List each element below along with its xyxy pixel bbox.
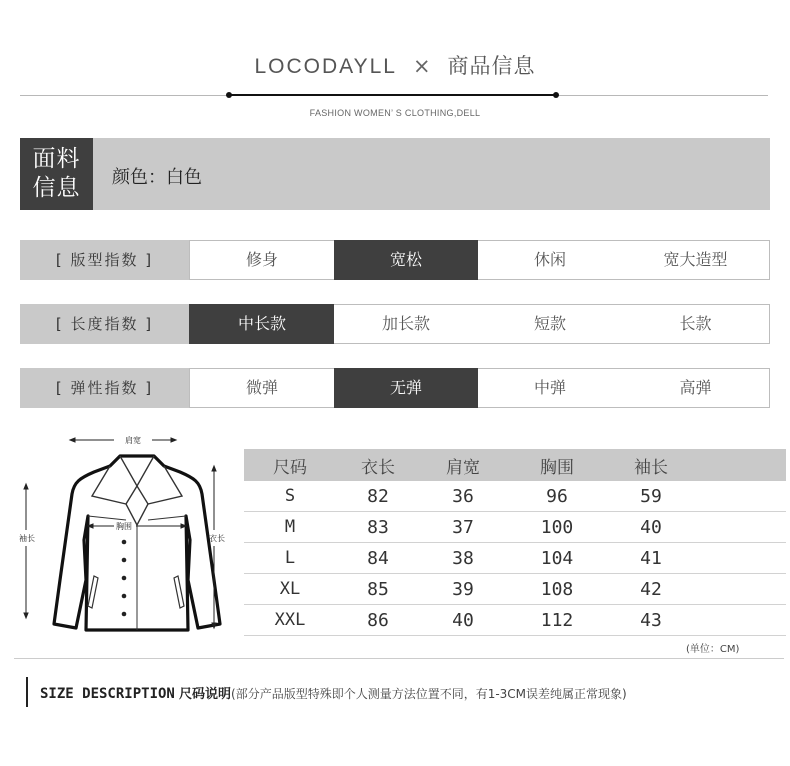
length-index-label: [ 长度指数 ]	[20, 304, 189, 344]
title-separator: ×	[412, 54, 432, 78]
shoulder-label: 肩宽	[125, 436, 141, 445]
length-option-mid: 中长款	[189, 304, 335, 344]
cell-length: 86	[336, 605, 420, 636]
cell-size: L	[244, 543, 336, 574]
sleeve-label: 袖长	[19, 534, 35, 543]
unit-note: (单位：CM)	[686, 644, 740, 655]
stretch-option-high: 高弹	[622, 368, 770, 408]
cell-shoulder: 37	[420, 512, 506, 543]
header-sleeve: 袖长	[608, 449, 694, 481]
header-divider-accent	[228, 94, 557, 96]
header-chest: 胸围	[506, 449, 608, 481]
table-row	[244, 512, 786, 543]
fit-index-label: [ 版型指数 ]	[20, 240, 189, 280]
cell-chest: 96	[506, 481, 608, 512]
stretch-option-none: 无弹	[334, 368, 479, 408]
bottom-divider	[14, 658, 784, 659]
cell-empty	[694, 512, 786, 543]
length-option-extra-long: 加长款	[334, 304, 479, 344]
size-description-zh: 尺码说明	[179, 687, 232, 702]
pockets	[88, 576, 184, 608]
cell-chest: 108	[506, 574, 608, 605]
cell-length: 82	[336, 481, 420, 512]
cell-size: M	[244, 512, 336, 543]
cell-shoulder: 36	[420, 481, 506, 512]
header-shoulder: 肩宽	[420, 449, 506, 481]
description-accent-bar	[26, 677, 28, 707]
jacket-measurement-diagram	[14, 430, 240, 636]
stretch-option-slight: 微弹	[189, 368, 335, 408]
length-option-long: 长款	[622, 304, 770, 344]
sleeve-arrow	[24, 484, 28, 618]
length-option-short: 短款	[478, 304, 623, 344]
size-description-note: (部分产品版型特殊即个人测量方法位置不同，有1-3CM误差纯属正常现象)	[231, 687, 627, 701]
fit-option-oversized: 宽大造型	[622, 240, 770, 280]
fit-index-row	[20, 240, 770, 280]
jacket-buttons	[122, 540, 127, 617]
fabric-tag-line1: 面料	[32, 146, 81, 172]
fabric-info-tag	[20, 138, 93, 210]
fit-option-casual: 休闲	[478, 240, 623, 280]
stretch-index-label: [ 弹性指数 ]	[20, 368, 189, 408]
cell-length: 83	[336, 512, 420, 543]
table-row	[244, 574, 786, 605]
seam-lines	[88, 516, 186, 630]
cell-chest: 100	[506, 512, 608, 543]
section-title: 商品信息	[447, 54, 536, 78]
divider-dot-left	[226, 92, 232, 98]
cell-sleeve: 42	[608, 574, 694, 605]
header-size: 尺码	[244, 449, 336, 481]
header-subtitle: FASHION WOMEN’ S CLOTHING,DELL	[309, 108, 481, 118]
fabric-tag-line2: 信息	[32, 175, 81, 201]
stretch-option-medium: 中弹	[478, 368, 623, 408]
chest-label: 胸围	[116, 522, 132, 531]
cell-sleeve: 41	[608, 543, 694, 574]
cell-sleeve: 59	[608, 481, 694, 512]
cell-empty	[694, 543, 786, 574]
table-row	[244, 481, 786, 512]
cell-empty	[694, 574, 786, 605]
size-description-en: SIZE DESCRIPTION	[40, 686, 175, 702]
cell-shoulder: 39	[420, 574, 506, 605]
length-arrow	[212, 466, 216, 628]
table-row	[244, 605, 786, 636]
cell-length: 85	[336, 574, 420, 605]
header-length: 衣长	[336, 449, 420, 481]
fit-option-loose: 宽松	[334, 240, 479, 280]
brand-name: LOCODAYLL	[254, 55, 397, 78]
cell-empty	[694, 605, 786, 636]
cell-shoulder: 38	[420, 543, 506, 574]
length-index-row	[20, 304, 770, 344]
stretch-index-row	[20, 368, 770, 408]
cell-size: XXL	[244, 605, 336, 636]
cell-chest: 104	[506, 543, 608, 574]
cell-size: S	[244, 481, 336, 512]
table-row	[244, 543, 786, 574]
length-label: 衣长	[209, 534, 225, 543]
cell-shoulder: 40	[420, 605, 506, 636]
page-title	[0, 50, 790, 80]
fabric-color-text: 颜色：白色	[112, 167, 202, 188]
fit-option-slim: 修身	[189, 240, 335, 280]
size-table-header	[244, 449, 786, 481]
header-empty	[694, 449, 786, 481]
cell-sleeve: 43	[608, 605, 694, 636]
divider-dot-right	[553, 92, 559, 98]
cell-size: XL	[244, 574, 336, 605]
cell-length: 84	[336, 543, 420, 574]
size-description	[40, 683, 627, 702]
size-table	[244, 449, 786, 636]
cell-chest: 112	[506, 605, 608, 636]
cell-empty	[694, 481, 786, 512]
shoulder-arrow	[70, 438, 176, 442]
cell-sleeve: 40	[608, 512, 694, 543]
